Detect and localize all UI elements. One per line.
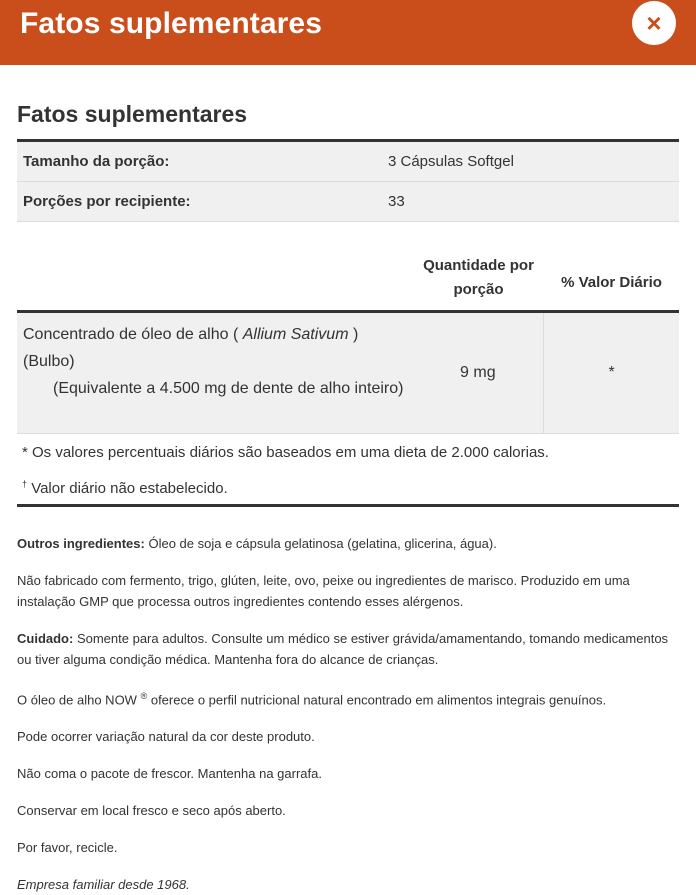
product-info bbox=[17, 507, 679, 895]
ingredient-name-cell bbox=[17, 313, 412, 433]
column-header-amount: Quantidade por porção bbox=[423, 257, 534, 298]
ingredient-name bbox=[23, 321, 412, 348]
ingredient-name-suffix: ) bbox=[352, 326, 359, 343]
amount-cell: 9 mg bbox=[460, 364, 496, 381]
supplement-facts-panel bbox=[0, 101, 696, 895]
now-statement bbox=[17, 686, 679, 710]
facts-title: Fatos suplementares bbox=[17, 101, 679, 142]
table-row bbox=[17, 313, 679, 434]
family-business-note: Empresa familiar desde 1968. bbox=[17, 877, 190, 893]
servings-per-container-value: 33 bbox=[388, 193, 405, 210]
other-ingredients bbox=[17, 533, 679, 554]
storage-note: Conservar em local fresco e seco após aberto. bbox=[17, 803, 286, 819]
daily-value-footnote: * Os valores percentuais diários são baseados em uma dieta de 2.000 calorias. bbox=[22, 444, 549, 461]
other-ingredients-label: Outros ingredientes: bbox=[17, 536, 145, 551]
table-header-blank bbox=[17, 254, 413, 310]
ingredient-part: (Bulbo) bbox=[23, 353, 75, 370]
column-header-daily-value: % Valor Diário bbox=[561, 273, 662, 291]
ingredient-latin-name: Allium Sativum bbox=[242, 326, 349, 343]
servings-per-container-label: Porções por recipiente: bbox=[23, 193, 191, 210]
caution-statement bbox=[17, 628, 679, 670]
allergen-statement: Não fabricado com fermento, trigo, glúten, leite, ovo, peixe ou ingredientes de marisco. Produzido em uma instalação GMP que processa outros ingredientes contendo esses alérgenos. bbox=[17, 573, 630, 609]
dagger-footnote bbox=[17, 470, 679, 507]
daily-value-cell: * bbox=[543, 313, 679, 433]
recycle-note: Por favor, recicle. bbox=[17, 840, 118, 856]
serving-size-value: 3 Cápsulas Softgel bbox=[388, 153, 514, 170]
caution-label: Cuidado: bbox=[17, 631, 74, 646]
other-ingredients-text: Óleo de soja e cápsula gelatinosa (gelatina, glicerina, água). bbox=[148, 536, 497, 551]
caution-text: Somente para adultos. Consulte um médico se estiver grávida/amamentando, tomando medicamentos ou tiver alguma condição médica. Mantenha fora do alcance de crianças. bbox=[17, 631, 669, 667]
dagger-footnote-text: Valor diário não estabelecido. bbox=[31, 480, 228, 497]
modal-header bbox=[0, 0, 696, 65]
color-variation-note: Pode ocorrer variação natural da cor deste produto. bbox=[17, 729, 315, 745]
table-header bbox=[17, 254, 679, 313]
servings-per-container-row bbox=[17, 182, 679, 222]
serving-size-label: Tamanho da porção: bbox=[23, 153, 170, 170]
ingredient-equivalent: (Equivalente a 4.500 mg de dente de alho inteiro) bbox=[53, 380, 404, 397]
close-button[interactable]: × bbox=[632, 1, 676, 45]
modal-title: Fatos suplementares bbox=[20, 7, 323, 40]
freshness-packet-note: Não coma o pacote de frescor. Mantenha na garrafa. bbox=[17, 766, 322, 782]
registered-mark: ® bbox=[140, 691, 148, 701]
serving-size-row bbox=[17, 142, 679, 182]
now-prefix: O óleo de alho NOW bbox=[17, 692, 137, 708]
ingredient-name-prefix: Concentrado de óleo de alho ( bbox=[23, 326, 239, 343]
dagger-mark: † bbox=[22, 479, 28, 489]
now-suffix: oferece o perfil nutricional natural encontrado em alimentos integrais genuínos. bbox=[150, 692, 607, 708]
